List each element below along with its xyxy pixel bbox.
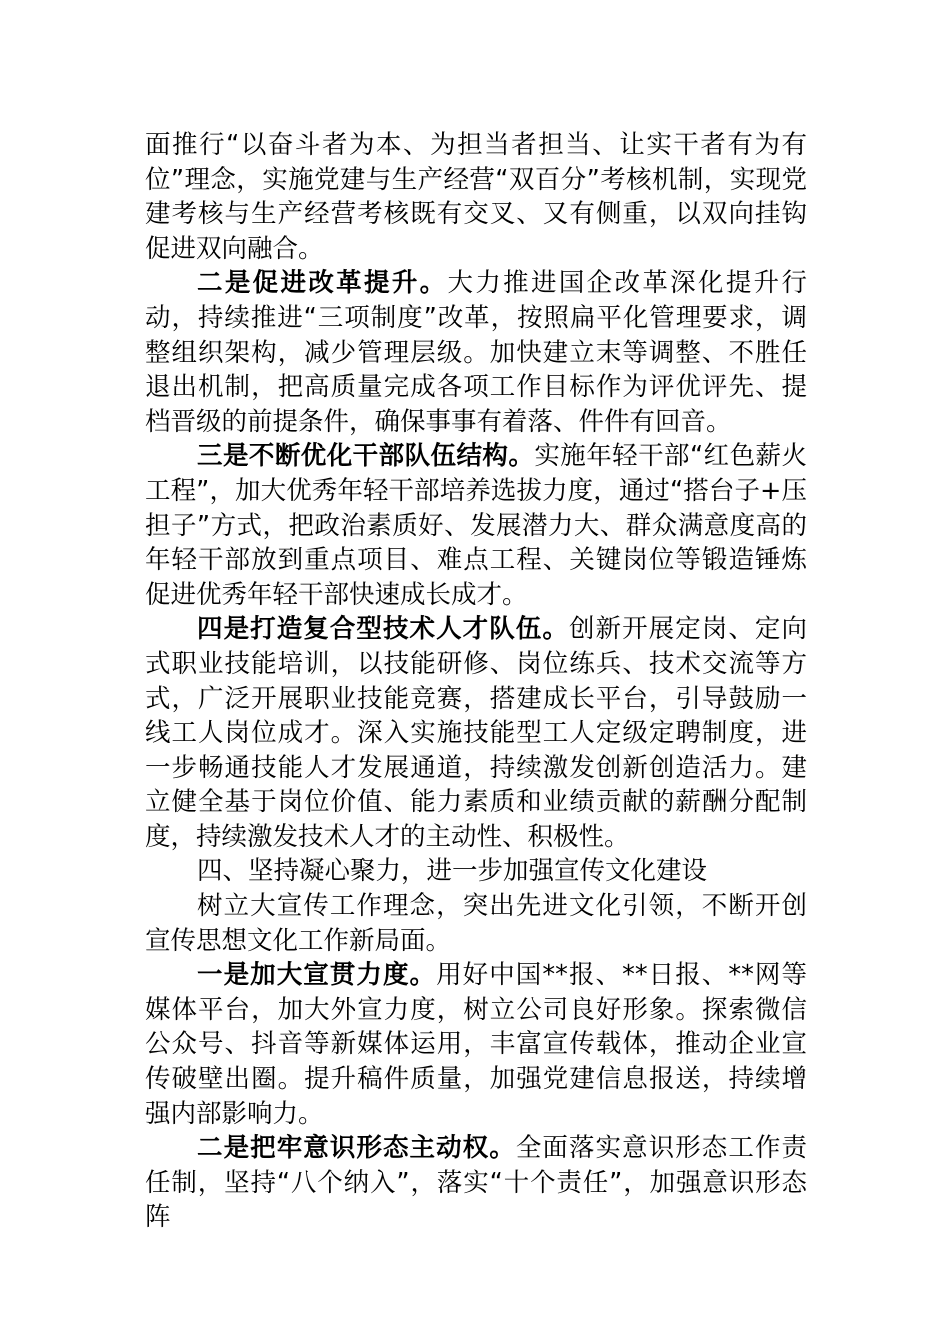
paragraph-cadre xyxy=(145,439,807,612)
paragraph-lead: 二是促进改革提升。 xyxy=(197,268,448,299)
paragraph-lead: 三是不断优化干部队伍结构。 xyxy=(197,441,535,472)
paragraph-text: 大力推进国企改革深化提升行动，持续推进“三项制度”改革，按照扁平化管理要求，调整组织架构，减少管理层级。加快建立末等调整、不胜任退出机制，把高质量完成各项工作目标作为评优评先、提档晋级的前提条件，确保事事有着落、件件有回音。 xyxy=(145,268,807,437)
paragraph-publicity xyxy=(145,958,807,1131)
paragraph-text: 创新开展定岗、定向式职业技能培训，以技能研修、岗位练兵、技术交流等方式，广泛开展职业技能竞赛，搭建成长平台，引导鼓励一线工人岗位成才。深入实施技能型工人定级定聘制度，进一步畅通技能人才发展通道，持续激发创新创造活力。建立健全基于岗位价值、能力素质和业绩贡献的薪酬分配制度，持续激发技术人才的主动性、积极性。 xyxy=(145,614,807,852)
section-heading-4 xyxy=(145,854,807,889)
paragraph-text: 用好中国**报、**日报、**网等媒体平台，加大外宣力度，树立公司良好形象。探索微信公众号、抖音等新媒体运用，丰富宣传载体，推动企业宣传破壁出圈。提升稿件质量，加强党建信息报送，持续增强内部影响力。 xyxy=(145,960,807,1129)
paragraph-ideology xyxy=(145,1131,807,1235)
paragraph-reform xyxy=(145,266,807,439)
paragraph-culture-intro xyxy=(145,889,807,958)
paragraph-text: 面推行“以奋斗者为本、为担当者担当、让实干者有为有位”理念，实施党建与生产经营“双百分”考核机制，实现党建考核与生产经营考核既有交叉、又有侧重，以双向挂钩促进双向融合。 xyxy=(145,130,807,264)
section-heading-text: 四、坚持凝心聚力，进一步加强宣传文化建设 xyxy=(197,856,708,887)
paragraph-lead: 二是把牢意识形态主动权。 xyxy=(197,1133,516,1164)
paragraph-text: 实施年轻干部“红色薪火工程”，加大优秀年轻干部培养选拔力度，通过“搭台子+压担子”方式，把政治素质好、发展潜力大、群众满意度高的年轻干部放到重点项目、难点工程、关键岗位等锻造锤炼促进优秀年轻干部快速成长成才。 xyxy=(145,441,807,610)
paragraph-text: 全面落实意识形态工作责任制，坚持“八个纳入”，落实“十个责任”，加强意识形态阵 xyxy=(145,1133,807,1233)
paragraph-lead: 四是打造复合型技术人才队伍。 xyxy=(197,614,569,645)
document-body xyxy=(145,128,807,1235)
paragraph-lead: 一是加大宣贯力度。 xyxy=(197,960,437,991)
paragraph-continuation xyxy=(145,128,807,266)
paragraph-text: 树立大宣传工作理念，突出先进文化引领，不断开创宣传思想文化工作新局面。 xyxy=(145,891,807,956)
paragraph-talent xyxy=(145,612,807,854)
